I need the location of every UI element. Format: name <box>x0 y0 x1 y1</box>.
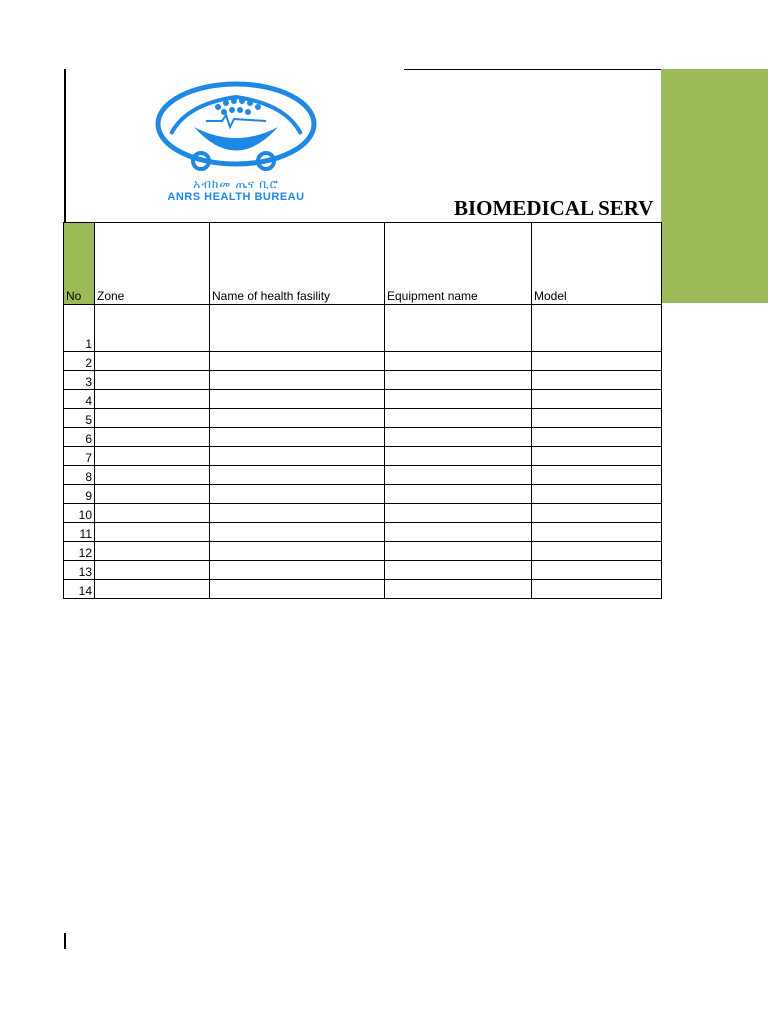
equipment-table <box>63 222 662 599</box>
cell-facility[interactable] <box>210 390 385 409</box>
header-zone: Zone <box>95 223 210 305</box>
cell-no[interactable]: 3 <box>64 371 95 390</box>
cell-model[interactable] <box>532 447 662 466</box>
table-row <box>64 504 662 523</box>
cell-no[interactable]: 4 <box>64 390 95 409</box>
cell-facility[interactable] <box>210 447 385 466</box>
table-row <box>64 485 662 504</box>
cell-equipment[interactable] <box>385 580 532 599</box>
cell-zone[interactable] <box>95 428 210 447</box>
cell-equipment[interactable] <box>385 485 532 504</box>
table-row <box>64 523 662 542</box>
cell-zone[interactable] <box>95 504 210 523</box>
cell-equipment[interactable] <box>385 561 532 580</box>
cell-facility[interactable] <box>210 542 385 561</box>
cell-facility[interactable] <box>210 371 385 390</box>
cell-no[interactable]: 6 <box>64 428 95 447</box>
cell-model[interactable] <box>532 409 662 428</box>
table-row <box>64 447 662 466</box>
cell-no[interactable]: 8 <box>64 466 95 485</box>
cell-zone[interactable] <box>95 466 210 485</box>
logo-name-text: ANRS HEALTH BUREAU <box>167 191 305 203</box>
cell-zone[interactable] <box>95 485 210 504</box>
header-facility: Name of health fasility <box>210 223 385 305</box>
cell-model[interactable] <box>532 390 662 409</box>
cell-model[interactable] <box>532 561 662 580</box>
cell-equipment[interactable] <box>385 542 532 561</box>
cell-zone[interactable] <box>95 371 210 390</box>
cell-facility[interactable] <box>210 466 385 485</box>
cell-facility[interactable] <box>210 428 385 447</box>
cell-model[interactable] <box>532 428 662 447</box>
cell-model[interactable] <box>532 371 662 390</box>
cell-no[interactable]: 1 <box>64 305 95 352</box>
header-equipment: Equipment name <box>385 223 532 305</box>
cell-facility[interactable] <box>210 409 385 428</box>
logo-amharic-text: አብክመ ጤና ቢሮ <box>193 177 279 191</box>
cell-equipment[interactable] <box>385 409 532 428</box>
cell-model[interactable] <box>532 580 662 599</box>
cell-model[interactable] <box>532 352 662 371</box>
cell-equipment[interactable] <box>385 523 532 542</box>
cell-equipment[interactable] <box>385 447 532 466</box>
cell-facility[interactable] <box>210 523 385 542</box>
cell-zone[interactable] <box>95 352 210 371</box>
cell-facility[interactable] <box>210 580 385 599</box>
cell-no[interactable]: 5 <box>64 409 95 428</box>
cell-model[interactable] <box>532 466 662 485</box>
header-model: Model <box>532 223 662 305</box>
health-bureau-logo-icon <box>126 79 346 179</box>
cell-zone[interactable] <box>95 561 210 580</box>
cell-zone[interactable] <box>95 305 210 352</box>
cell-zone[interactable] <box>95 447 210 466</box>
title-area <box>404 69 661 223</box>
table-body <box>64 305 662 599</box>
cell-equipment[interactable] <box>385 504 532 523</box>
cell-facility[interactable] <box>210 305 385 352</box>
logo-box <box>64 69 406 222</box>
cell-equipment[interactable] <box>385 352 532 371</box>
cell-equipment[interactable] <box>385 371 532 390</box>
table-row <box>64 466 662 485</box>
cell-facility[interactable] <box>210 504 385 523</box>
cell-model[interactable] <box>532 504 662 523</box>
cell-equipment[interactable] <box>385 305 532 352</box>
cell-zone[interactable] <box>95 409 210 428</box>
cell-no[interactable]: 11 <box>64 523 95 542</box>
page-title: BIOMEDICAL SERV <box>454 196 654 220</box>
cell-no[interactable]: 13 <box>64 561 95 580</box>
cell-no[interactable]: 10 <box>64 504 95 523</box>
cell-equipment[interactable] <box>385 466 532 485</box>
table-header-row <box>64 223 662 305</box>
table-row <box>64 409 662 428</box>
cell-no[interactable]: 12 <box>64 542 95 561</box>
cell-zone[interactable] <box>95 523 210 542</box>
table-row <box>64 580 662 599</box>
cell-no[interactable]: 9 <box>64 485 95 504</box>
cell-model[interactable] <box>532 305 662 352</box>
header-no: No <box>64 223 95 305</box>
cell-equipment[interactable] <box>385 390 532 409</box>
cell-zone[interactable] <box>95 542 210 561</box>
cell-facility[interactable] <box>210 561 385 580</box>
cell-facility[interactable] <box>210 485 385 504</box>
cell-model[interactable] <box>532 485 662 504</box>
table-row <box>64 371 662 390</box>
table-row <box>64 428 662 447</box>
text-cursor <box>64 933 66 949</box>
table-row <box>64 561 662 580</box>
cell-zone[interactable] <box>95 390 210 409</box>
cell-equipment[interactable] <box>385 428 532 447</box>
table-row <box>64 542 662 561</box>
cell-zone[interactable] <box>95 580 210 599</box>
cell-no[interactable]: 2 <box>64 352 95 371</box>
cell-no[interactable]: 7 <box>64 447 95 466</box>
cell-model[interactable] <box>532 542 662 561</box>
table-row <box>64 305 662 352</box>
cell-model[interactable] <box>532 523 662 542</box>
table-row <box>64 352 662 371</box>
cell-facility[interactable] <box>210 352 385 371</box>
table-row <box>64 390 662 409</box>
cell-no[interactable]: 14 <box>64 580 95 599</box>
